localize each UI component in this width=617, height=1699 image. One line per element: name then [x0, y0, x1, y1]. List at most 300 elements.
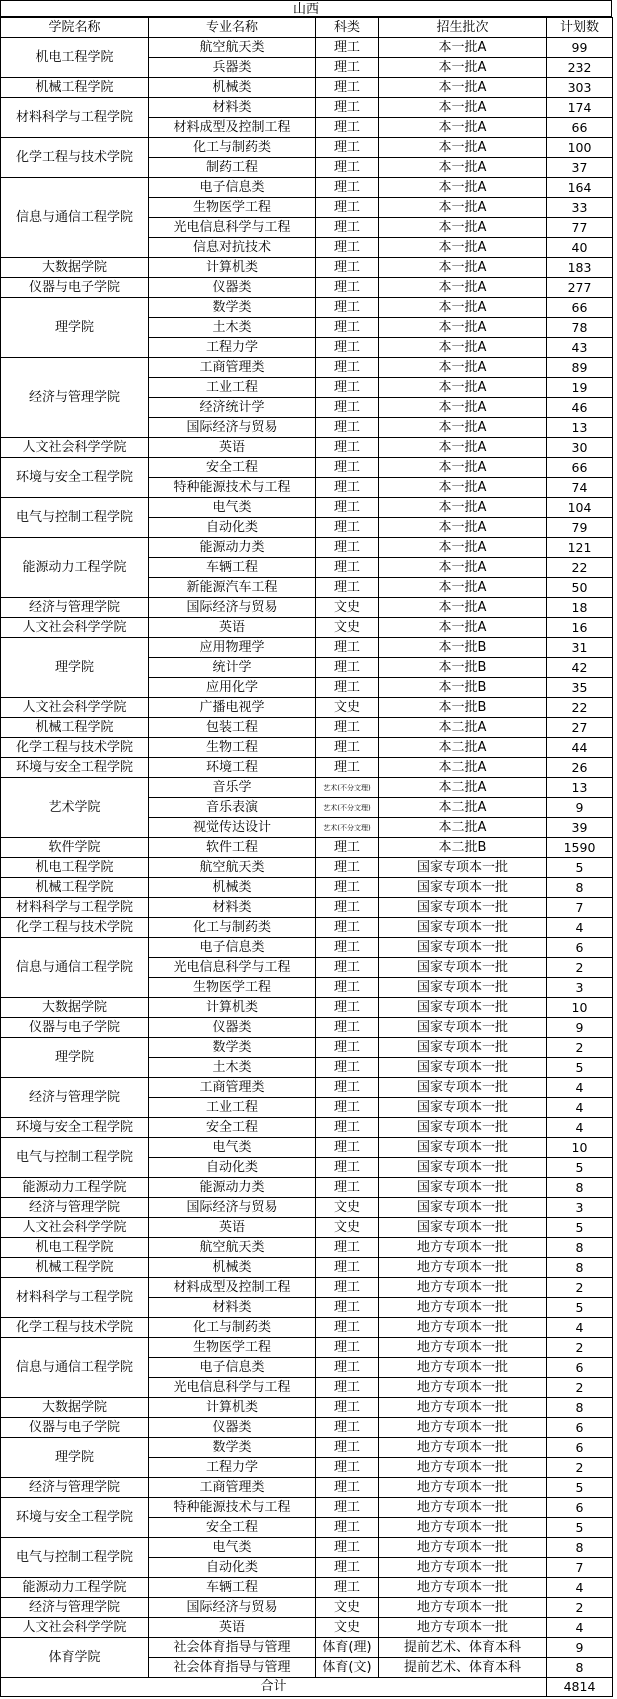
- cell-college: 机械工程学院: [1, 78, 149, 98]
- cell-major: 航空航天类: [149, 1238, 316, 1258]
- cell-college: 经济与管理学院: [1, 358, 149, 438]
- table-row: [1, 1138, 613, 1158]
- cell-batch: 本一批A: [379, 78, 547, 98]
- cell-batch: 地方专项本一批: [379, 1578, 547, 1598]
- cell-college: 理学院: [1, 298, 149, 358]
- cell-category: 艺术(不分文理): [316, 798, 379, 818]
- cell-major: 视觉传达设计: [149, 818, 316, 838]
- cell-batch: 本二批A: [379, 738, 547, 758]
- cell-batch: 国家专项本一批: [379, 1058, 547, 1078]
- cell-quota: 5: [547, 858, 613, 878]
- cell-major: 特种能源技术与工程: [149, 478, 316, 498]
- cell-quota: 9: [547, 798, 613, 818]
- cell-batch: 地方专项本一批: [379, 1318, 547, 1338]
- cell-major: 化工与制药类: [149, 138, 316, 158]
- cell-category: 理工: [316, 138, 379, 158]
- cell-category: 体育(理): [316, 1638, 379, 1658]
- cell-category: 理工: [316, 358, 379, 378]
- region-title: 山西: [0, 0, 612, 17]
- cell-quota: 66: [547, 298, 613, 318]
- cell-quota: 104: [547, 498, 613, 518]
- cell-batch: 本一批B: [379, 678, 547, 698]
- cell-batch: 本一批A: [379, 98, 547, 118]
- cell-major: 自动化类: [149, 1158, 316, 1178]
- cell-college: 理学院: [1, 638, 149, 698]
- cell-major: 应用物理学: [149, 638, 316, 658]
- cell-category: 理工: [316, 538, 379, 558]
- cell-category: 理工: [316, 498, 379, 518]
- table-row: [1, 1618, 613, 1638]
- table-row: [1, 1178, 613, 1198]
- cell-major: 统计学: [149, 658, 316, 678]
- cell-college: 大数据学院: [1, 1398, 149, 1418]
- cell-quota: 5: [547, 1518, 613, 1538]
- table-row: [1, 1258, 613, 1278]
- cell-major: 材料类: [149, 898, 316, 918]
- cell-college: 机械工程学院: [1, 878, 149, 898]
- cell-college: 化学工程与技术学院: [1, 918, 149, 938]
- cell-college: 仪器与电子学院: [1, 1018, 149, 1038]
- cell-batch: 国家专项本一批: [379, 978, 547, 998]
- table-row: [1, 1118, 613, 1138]
- cell-category: 理工: [316, 1318, 379, 1338]
- cell-batch: 本一批A: [379, 418, 547, 438]
- cell-major: 安全工程: [149, 458, 316, 478]
- cell-category: 文史: [316, 1218, 379, 1238]
- cell-college: 经济与管理学院: [1, 1598, 149, 1618]
- cell-batch: 地方专项本一批: [379, 1498, 547, 1518]
- cell-batch: 本一批A: [379, 318, 547, 338]
- table-row: [1, 1398, 613, 1418]
- cell-category: 理工: [316, 998, 379, 1018]
- cell-major: 航空航天类: [149, 858, 316, 878]
- cell-category: 理工: [316, 478, 379, 498]
- cell-batch: 本一批A: [379, 538, 547, 558]
- cell-college: 化学工程与技术学院: [1, 138, 149, 178]
- cell-batch: 本一批A: [379, 278, 547, 298]
- table-row: [1, 138, 613, 158]
- cell-major: 社会体育指导与管理: [149, 1658, 316, 1678]
- cell-batch: 地方专项本一批: [379, 1518, 547, 1538]
- cell-college: 人文社会科学学院: [1, 698, 149, 718]
- cell-batch: 本一批A: [379, 298, 547, 318]
- cell-category: 理工: [316, 1458, 379, 1478]
- cell-major: 音乐学: [149, 778, 316, 798]
- cell-batch: 提前艺术、体育本科: [379, 1658, 547, 1678]
- cell-batch: 本一批B: [379, 658, 547, 678]
- cell-category: 理工: [316, 1158, 379, 1178]
- cell-quota: 9: [547, 1638, 613, 1658]
- cell-college: 能源动力工程学院: [1, 1578, 149, 1598]
- cell-major: 航空航天类: [149, 38, 316, 58]
- cell-batch: 本一批A: [379, 158, 547, 178]
- table-row: [1, 1538, 613, 1558]
- cell-batch: 地方专项本一批: [379, 1618, 547, 1638]
- cell-category: 理工: [316, 1038, 379, 1058]
- cell-category: 理工: [316, 1178, 379, 1198]
- cell-major: 应用化学: [149, 678, 316, 698]
- cell-college: 经济与管理学院: [1, 1078, 149, 1118]
- table-row: [1, 1078, 613, 1098]
- cell-batch: 提前艺术、体育本科: [379, 1638, 547, 1658]
- header-quota: 计划数: [547, 18, 613, 38]
- cell-quota: 43: [547, 338, 613, 358]
- cell-batch: 本一批A: [379, 458, 547, 478]
- cell-category: 理工: [316, 1378, 379, 1398]
- cell-batch: 地方专项本一批: [379, 1418, 547, 1438]
- cell-quota: 66: [547, 118, 613, 138]
- cell-batch: 本一批A: [379, 598, 547, 618]
- cell-batch: 本二批B: [379, 838, 547, 858]
- cell-quota: 5: [547, 1478, 613, 1498]
- table-row: [1, 638, 613, 658]
- cell-quota: 42: [547, 658, 613, 678]
- cell-category: 理工: [316, 58, 379, 78]
- cell-quota: 10: [547, 998, 613, 1018]
- cell-major: 工商管理类: [149, 1078, 316, 1098]
- cell-category: 理工: [316, 1578, 379, 1598]
- cell-major: 计算机类: [149, 1398, 316, 1418]
- cell-major: 新能源汽车工程: [149, 578, 316, 598]
- cell-major: 电气类: [149, 1138, 316, 1158]
- table-row: [1, 598, 613, 618]
- cell-quota: 77: [547, 218, 613, 238]
- cell-major: 工商管理类: [149, 1478, 316, 1498]
- cell-major: 数学类: [149, 1438, 316, 1458]
- cell-category: 理工: [316, 638, 379, 658]
- cell-quota: 22: [547, 558, 613, 578]
- cell-major: 材料成型及控制工程: [149, 1278, 316, 1298]
- cell-batch: 地方专项本一批: [379, 1478, 547, 1498]
- cell-college: 电气与控制工程学院: [1, 498, 149, 538]
- cell-quota: 66: [547, 458, 613, 478]
- cell-college: 仪器与电子学院: [1, 278, 149, 298]
- cell-batch: 国家专项本一批: [379, 1198, 547, 1218]
- cell-major: 生物医学工程: [149, 978, 316, 998]
- cell-batch: 国家专项本一批: [379, 1218, 547, 1238]
- cell-major: 工业工程: [149, 1098, 316, 1118]
- cell-category: 理工: [316, 278, 379, 298]
- cell-category: 理工: [316, 898, 379, 918]
- total-value: 4814: [547, 1678, 613, 1697]
- cell-batch: 本二批A: [379, 718, 547, 738]
- cell-college: 能源动力工程学院: [1, 538, 149, 598]
- cell-major: 能源动力类: [149, 538, 316, 558]
- cell-batch: 本一批A: [379, 338, 547, 358]
- cell-category: 理工: [316, 1518, 379, 1538]
- cell-quota: 3: [547, 1198, 613, 1218]
- cell-batch: 国家专项本一批: [379, 938, 547, 958]
- cell-quota: 8: [547, 1178, 613, 1198]
- cell-college: 艺术学院: [1, 778, 149, 838]
- cell-category: 理工: [316, 1498, 379, 1518]
- cell-quota: 2: [547, 1038, 613, 1058]
- cell-major: 特种能源技术与工程: [149, 1498, 316, 1518]
- cell-category: 文史: [316, 598, 379, 618]
- cell-category: 理工: [316, 98, 379, 118]
- cell-quota: 78: [547, 318, 613, 338]
- cell-college: 人文社会科学学院: [1, 1218, 149, 1238]
- cell-category: 理工: [316, 678, 379, 698]
- cell-quota: 89: [547, 358, 613, 378]
- header-batch: 招生批次: [379, 18, 547, 38]
- cell-college: 仪器与电子学院: [1, 1418, 149, 1438]
- table-row: [1, 438, 613, 458]
- cell-batch: 本一批A: [379, 398, 547, 418]
- cell-college: 环境与安全工程学院: [1, 458, 149, 498]
- cell-college: 环境与安全工程学院: [1, 1498, 149, 1538]
- cell-quota: 18: [547, 598, 613, 618]
- cell-major: 电气类: [149, 498, 316, 518]
- cell-major: 机械类: [149, 1258, 316, 1278]
- cell-college: 体育学院: [1, 1638, 149, 1678]
- cell-category: 理工: [316, 938, 379, 958]
- cell-batch: 国家专项本一批: [379, 1098, 547, 1118]
- cell-quota: 4: [547, 1578, 613, 1598]
- cell-category: 体育(文): [316, 1658, 379, 1678]
- cell-category: 理工: [316, 1398, 379, 1418]
- cell-major: 英语: [149, 1218, 316, 1238]
- table-row: [1, 1278, 613, 1298]
- cell-major: 英语: [149, 1618, 316, 1638]
- cell-quota: 46: [547, 398, 613, 418]
- cell-college: 人文社会科学学院: [1, 618, 149, 638]
- cell-category: 理工: [316, 338, 379, 358]
- cell-quota: 4: [547, 1618, 613, 1638]
- table-row: [1, 758, 613, 778]
- cell-quota: 4: [547, 1318, 613, 1338]
- cell-major: 仪器类: [149, 1018, 316, 1038]
- cell-batch: 本一批A: [379, 498, 547, 518]
- cell-major: 光电信息科学与工程: [149, 1378, 316, 1398]
- cell-college: 电气与控制工程学院: [1, 1138, 149, 1178]
- cell-batch: 本一批A: [379, 198, 547, 218]
- cell-major: 安全工程: [149, 1118, 316, 1138]
- cell-major: 安全工程: [149, 1518, 316, 1538]
- cell-category: 理工: [316, 918, 379, 938]
- cell-major: 生物医学工程: [149, 1338, 316, 1358]
- cell-batch: 本一批A: [379, 578, 547, 598]
- cell-batch: 本一批A: [379, 218, 547, 238]
- cell-category: 文史: [316, 698, 379, 718]
- cell-quota: 1590: [547, 838, 613, 858]
- cell-category: 理工: [316, 1558, 379, 1578]
- cell-major: 英语: [149, 618, 316, 638]
- cell-category: 理工: [316, 218, 379, 238]
- cell-batch: 国家专项本一批: [379, 998, 547, 1018]
- table-row: [1, 778, 613, 798]
- cell-college: 信息与通信工程学院: [1, 1338, 149, 1398]
- cell-major: 光电信息科学与工程: [149, 958, 316, 978]
- cell-quota: 277: [547, 278, 613, 298]
- cell-quota: 9: [547, 1018, 613, 1038]
- cell-major: 车辆工程: [149, 1578, 316, 1598]
- cell-major: 土木类: [149, 1058, 316, 1078]
- cell-batch: 国家专项本一批: [379, 1118, 547, 1138]
- cell-college: 经济与管理学院: [1, 1198, 149, 1218]
- cell-quota: 16: [547, 618, 613, 638]
- cell-category: 理工: [316, 758, 379, 778]
- cell-major: 计算机类: [149, 998, 316, 1018]
- cell-major: 音乐表演: [149, 798, 316, 818]
- cell-batch: 国家专项本一批: [379, 1078, 547, 1098]
- cell-batch: 地方专项本一批: [379, 1598, 547, 1618]
- table-row: [1, 1438, 613, 1458]
- table-row: [1, 1198, 613, 1218]
- cell-batch: 本一批A: [379, 378, 547, 398]
- table-row: [1, 1038, 613, 1058]
- cell-category: 理工: [316, 378, 379, 398]
- cell-category: 理工: [316, 1258, 379, 1278]
- cell-college: 软件学院: [1, 838, 149, 858]
- cell-quota: 35: [547, 678, 613, 698]
- cell-major: 能源动力类: [149, 1178, 316, 1198]
- cell-college: 大数据学院: [1, 998, 149, 1018]
- cell-batch: 本一批A: [379, 118, 547, 138]
- cell-quota: 4: [547, 1098, 613, 1118]
- cell-category: 理工: [316, 558, 379, 578]
- cell-quota: 5: [547, 1058, 613, 1078]
- cell-batch: 本一批A: [379, 258, 547, 278]
- cell-quota: 121: [547, 538, 613, 558]
- cell-college: 化学工程与技术学院: [1, 738, 149, 758]
- cell-college: 机电工程学院: [1, 1238, 149, 1258]
- cell-college: 信息与通信工程学院: [1, 938, 149, 998]
- cell-quota: 8: [547, 1398, 613, 1418]
- cell-batch: 本一批B: [379, 638, 547, 658]
- cell-major: 仪器类: [149, 278, 316, 298]
- cell-major: 环境工程: [149, 758, 316, 778]
- cell-major: 制药工程: [149, 158, 316, 178]
- table-row: [1, 1498, 613, 1518]
- cell-category: 理工: [316, 838, 379, 858]
- cell-category: 理工: [316, 1078, 379, 1098]
- cell-major: 社会体育指导与管理: [149, 1638, 316, 1658]
- cell-category: 理工: [316, 458, 379, 478]
- cell-batch: 本一批A: [379, 438, 547, 458]
- cell-batch: 本一批A: [379, 58, 547, 78]
- cell-quota: 8: [547, 878, 613, 898]
- cell-quota: 232: [547, 58, 613, 78]
- cell-major: 国际经济与贸易: [149, 1198, 316, 1218]
- cell-category: 理工: [316, 978, 379, 998]
- cell-college: 机械工程学院: [1, 718, 149, 738]
- cell-college: 能源动力工程学院: [1, 1178, 149, 1198]
- cell-college: 机械工程学院: [1, 1258, 149, 1278]
- cell-category: 理工: [316, 398, 379, 418]
- cell-quota: 40: [547, 238, 613, 258]
- cell-category: 理工: [316, 298, 379, 318]
- table-row: [1, 358, 613, 378]
- plan-table-body: [1, 18, 613, 1697]
- cell-major: 自动化类: [149, 1558, 316, 1578]
- cell-quota: 8: [547, 1258, 613, 1278]
- cell-category: 理工: [316, 1358, 379, 1378]
- cell-college: 信息与通信工程学院: [1, 178, 149, 258]
- table-row: [1, 1338, 613, 1358]
- cell-category: 理工: [316, 78, 379, 98]
- cell-batch: 地方专项本一批: [379, 1358, 547, 1378]
- cell-category: 理工: [316, 1018, 379, 1038]
- cell-major: 仪器类: [149, 1418, 316, 1438]
- cell-quota: 2: [547, 1378, 613, 1398]
- cell-college: 经济与管理学院: [1, 598, 149, 618]
- cell-category: 理工: [316, 258, 379, 278]
- cell-quota: 30: [547, 438, 613, 458]
- cell-category: 理工: [316, 118, 379, 138]
- table-row: [1, 538, 613, 558]
- cell-major: 工程力学: [149, 338, 316, 358]
- cell-quota: 2: [547, 1278, 613, 1298]
- cell-major: 生物工程: [149, 738, 316, 758]
- cell-major: 国际经济与贸易: [149, 598, 316, 618]
- cell-quota: 5: [547, 1158, 613, 1178]
- table-row: [1, 1318, 613, 1338]
- cell-quota: 5: [547, 1218, 613, 1238]
- cell-quota: 2: [547, 1338, 613, 1358]
- cell-major: 电子信息类: [149, 938, 316, 958]
- cell-major: 国际经济与贸易: [149, 418, 316, 438]
- cell-batch: 本二批A: [379, 778, 547, 798]
- table-row: [1, 718, 613, 738]
- cell-quota: 31: [547, 638, 613, 658]
- cell-quota: 8: [547, 1538, 613, 1558]
- header-row: [1, 18, 613, 38]
- cell-batch: 国家专项本一批: [379, 898, 547, 918]
- cell-major: 材料类: [149, 98, 316, 118]
- cell-quota: 13: [547, 778, 613, 798]
- cell-batch: 本一批A: [379, 138, 547, 158]
- cell-batch: 本二批A: [379, 818, 547, 838]
- cell-category: 理工: [316, 738, 379, 758]
- cell-category: 理工: [316, 198, 379, 218]
- cell-category: 理工: [316, 1098, 379, 1118]
- cell-college: 材料科学与工程学院: [1, 1278, 149, 1318]
- cell-major: 软件工程: [149, 838, 316, 858]
- cell-batch: 地方专项本一批: [379, 1398, 547, 1418]
- cell-category: 文史: [316, 618, 379, 638]
- table-row: [1, 1238, 613, 1258]
- table-row: [1, 1598, 613, 1618]
- cell-major: 数学类: [149, 298, 316, 318]
- plan-table: [0, 17, 613, 1697]
- cell-major: 电子信息类: [149, 1358, 316, 1378]
- cell-batch: 本一批B: [379, 698, 547, 718]
- table-row: [1, 738, 613, 758]
- cell-quota: 100: [547, 138, 613, 158]
- cell-quota: 44: [547, 738, 613, 758]
- cell-quota: 2: [547, 1458, 613, 1478]
- cell-major: 数学类: [149, 1038, 316, 1058]
- cell-quota: 74: [547, 478, 613, 498]
- cell-category: 理工: [316, 658, 379, 678]
- table-row: [1, 38, 613, 58]
- cell-batch: 本二批A: [379, 758, 547, 778]
- cell-quota: 22: [547, 698, 613, 718]
- cell-batch: 地方专项本一批: [379, 1378, 547, 1398]
- table-row: [1, 998, 613, 1018]
- cell-quota: 8: [547, 1238, 613, 1258]
- table-row: [1, 918, 613, 938]
- cell-major: 计算机类: [149, 258, 316, 278]
- table-row: [1, 858, 613, 878]
- cell-quota: 5: [547, 1298, 613, 1318]
- cell-quota: 79: [547, 518, 613, 538]
- cell-batch: 地方专项本一批: [379, 1558, 547, 1578]
- cell-category: 文史: [316, 1598, 379, 1618]
- cell-category: 理工: [316, 178, 379, 198]
- cell-quota: 6: [547, 1438, 613, 1458]
